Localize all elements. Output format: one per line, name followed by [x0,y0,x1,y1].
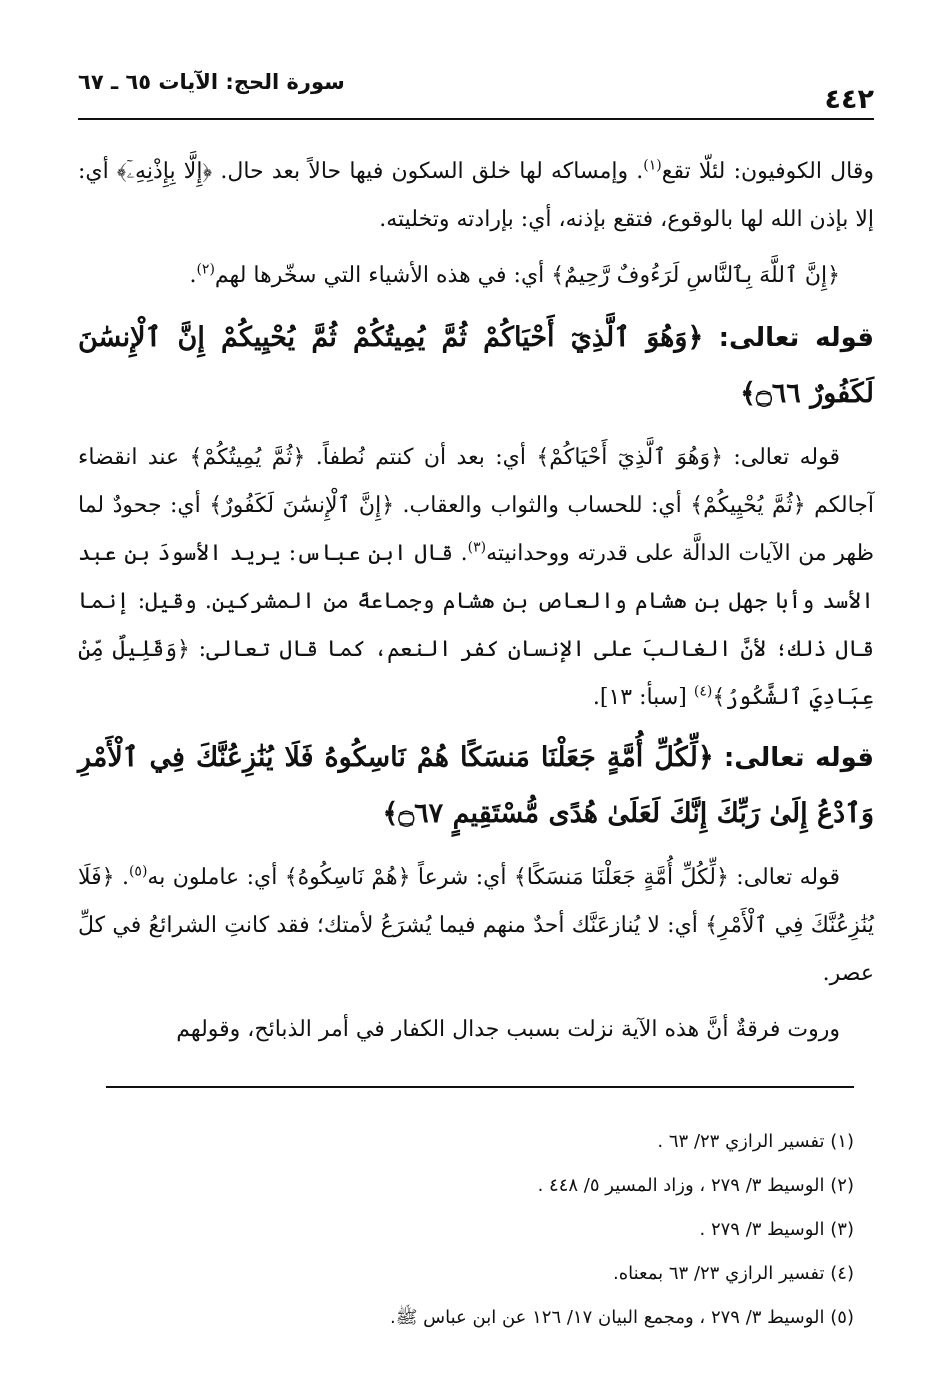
paragraph-2-text-b: . [189,263,197,288]
page-number: ٤٤٢ [824,84,874,115]
footnote-ref-5: (٥) [128,863,148,880]
paragraph-4-text-a: قوله تعالى: ﴿لِّكُلِّ أُمَّةٍ جَعَلْنَا مَنسَكًا﴾ أي: شرعاً ﴿هُمْ نَاسِكُوهُ﴾ أي: عاملون به [147,865,840,890]
footnote-3: (٣) الوسيط ٣/ ٢٧٩ . [699,1219,854,1240]
footnote-1: (١) تفسير الرازي ٢٣/ ٦٣ . [657,1131,854,1152]
paragraph-1-text-a: وقال الكوفيون: لئلّا تقع [661,159,875,184]
verse-66-heading [78,310,874,422]
paragraph-2-text-a: ﴿إِنَّ ٱللَّهَ بِٱلنَّاسِ لَرَءُوفٌ رَّحِيمٌ﴾ أي: في هذه الأشياء التي سخّرها لهم [214,263,840,288]
paragraph-4-text-b: . ﴿فَلَا يُنَٰزِعُنَّكَ فِي ٱلْأَمْرِ﴾ أي: لا يُنازعَنَّك أحدٌ منهم فيما يُشرَعُ لأمتك؛ فقد كانتِ الشرائعُ في كلِّ عصر. [78,865,874,986]
footnote-divider [106,1086,854,1088]
verse-66-text: ﴿وَهُوَ ٱلَّذِيٓ أَحْيَاكُمْ ثُمَّ يُمِيتُكُمْ ثُمَّ يُحْيِيكُمْ إِنَّ ٱلْإِنسَٰنَ لَكَفُورٌ ۝٦٦﴾ [78,322,874,409]
paragraph-5-text-a: وروت فرقةٌ أنَّ هذه الآية نزلت بسبب جدال الكفار في أمر الذبائح، وقولهم [176,1017,840,1042]
paragraph-3-text-c: [سبأ: ١٣]. [592,685,694,710]
footnote-2: (٢) الوسيط ٣/ ٢٧٩ ، وزاد المسير ٥/ ٤٤٨ . [537,1175,854,1196]
page-header [78,58,874,120]
verse-67-text: ﴿لِّكُلِّ أُمَّةٍ جَعَلْنَا مَنسَكًا هُمْ نَاسِكُوهُ فَلَا يُنَٰزِعُنَّكَ فِي ٱلْأَمْرِ وَٱدْعُ إِلَىٰ رَبِّكَ إِنَّكَ لَعَلَىٰ هُدًى مُّسْتَقِيمٍ ۝٦٧﴾ [78,742,874,829]
verse-66-lead: قوله تعالى: [718,323,874,353]
verse-67-heading [78,730,874,842]
paragraph-3-text-a: قوله تعالى: ﴿وَهُوَ ٱلَّذِيٓ أَحْيَاكُمْ﴾ أي: بعد أن كنتم نُطفاً. ﴿ثُمَّ يُمِيتُكُمْ﴾ عند انقضاء آجالكم ﴿ثُمَّ يُحْيِيكُمْ﴾ أي: للحساب والثواب والعقاب. ﴿إِنَّ ٱلْإِنسَٰنَ لَكَفُورٌ﴾ أي: جحودٌ لما ظهر من الآيات الدالَّة على قدرته ووحدانيته [78,445,874,566]
paragraph-4 [78,854,874,998]
footnotes [98,1120,854,1340]
running-title: سورة الحج: الآيات ٦٥ ـ ٦٧ [78,70,345,94]
paragraph-1-text-b: . وإمساكه لها خلق السكون فيها حالاً بعد حال. ﴿إِلَّا بِإِذْنِهِۦٓ﴾ أي: إلا بإذن الله لها بالوقوع، فتقع بإذنه، أي: بإرادته وتخليته. [78,159,874,232]
paragraph-1 [78,148,874,244]
footnote-4: (٤) تفسير الرازي ٢٣/ ٦٣ بمعناه. [612,1263,854,1284]
footnote-5: (٥) الوسيط ٣/ ٢٧٩ ، ومجمع البيان ١٧/ ١٢٦ عن ابن عباس ﷺ. [389,1307,854,1328]
footnote-ref-4: (٤) [693,683,713,700]
paragraph-3 [78,434,874,722]
paragraph-2 [78,252,874,300]
footnote-ref-3: (٣) [467,539,487,556]
paragraph-3-text-b: . قال ابن عباس: يريد الأسودَ بن عبد الأسد وأبا جهل بن هشام والعاص بن هشام وجماعةً من المشركين. وقيل: إنما قال ذلك؛ لأنَّ الغالبَ على الإنسان كفر النعم، كما قال تعالى: ﴿وَقَلِيلٌ مِّنْ عِبَادِيَ ٱلشَّكُورُ﴾ [78,541,874,710]
footnote-ref-2: (٢) [196,261,215,278]
verse-67-lead: قوله تعالى: [723,743,874,773]
paragraph-5 [78,1006,874,1054]
footnote-ref-1: (١) [643,157,662,174]
main-text [78,148,874,1062]
